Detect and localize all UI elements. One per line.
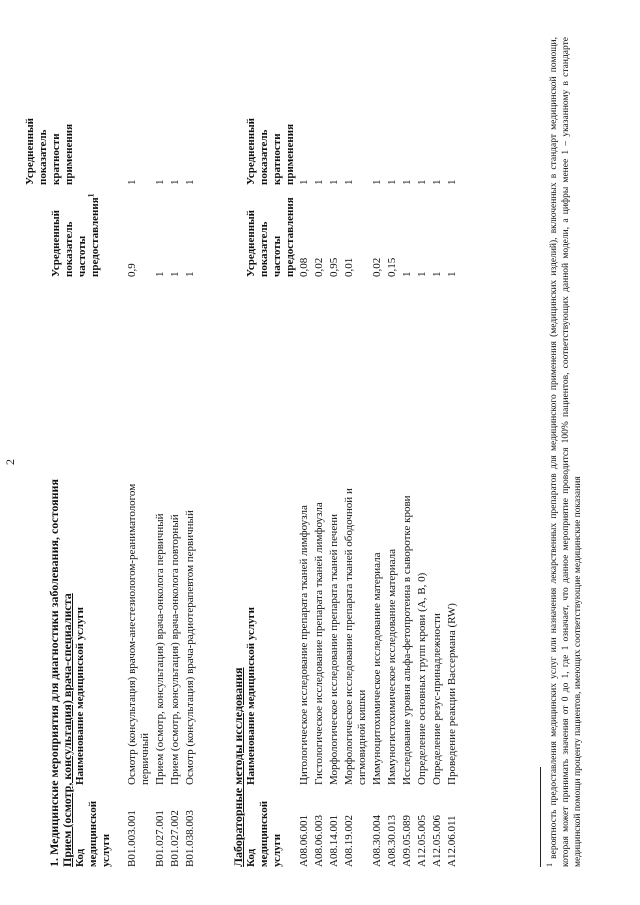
table-row <box>154 0 167 905</box>
service-code: A12.06.011 <box>446 815 458 867</box>
service-name <box>328 375 341 785</box>
service-code: A12.05.006 <box>431 815 443 867</box>
subsection-consultations: Прием (осмотр, консультация) врача-специалиста <box>60 593 74 867</box>
service-code: B01.003.001 <box>126 810 138 867</box>
header-frequency: Усредненный показатель частоты предоставления <box>245 197 296 277</box>
service-code: B01.027.001 <box>154 810 166 867</box>
service-name-line: Осмотр (консультация) врачом-анестезиологом-реаниматологом <box>126 483 138 785</box>
frequency-value: 0,9 <box>126 263 138 277</box>
multiplicity-value: 1 <box>184 179 196 185</box>
header-name: Наименование медицинской услуги <box>245 607 257 785</box>
service-name-line: Морфологическое исследование препарата тканей ободочной и <box>343 488 355 785</box>
multiplicity-value: 1 <box>343 179 355 185</box>
frequency-value: 1 <box>184 271 196 277</box>
multiplicity-value: 1 <box>169 179 181 185</box>
service-name-line: Гистологическое исследование препарата тканей лимфоузла <box>313 502 325 785</box>
service-code: A08.06.001 <box>298 815 310 867</box>
footnote-text: вероятность предоставления медицинских услуг или назначения лекарственных препаратов для медицинского применения (медицинских изделий), включенных в стандарт медицинской помощи, которая может принимать значения от 0 до 1, где 1 означает, что данное мероприятие проводится 100% пациентов, соответствующих данной модели, а цифры менее 1 – указанному в стандарте медицинской помощи проценту пациентов, имеющих соответствующие медицинские показания <box>549 37 583 867</box>
table-row <box>386 0 399 905</box>
multiplicity-value: 1 <box>126 179 138 185</box>
service-name-line: Морфологическое исследование препарата тканей печени <box>328 514 340 785</box>
table-row <box>169 0 182 905</box>
page-number: 2 <box>3 459 17 465</box>
multiplicity-value: 1 <box>313 179 325 185</box>
frequency-value: 1 <box>401 271 413 277</box>
header-name: Наименование медицинской услуги <box>74 607 86 785</box>
header-multiplicity: Усредненный показатель кратности применения <box>245 117 296 185</box>
service-code: A09.05.089 <box>401 815 413 867</box>
service-name <box>386 375 399 785</box>
service-name <box>313 375 326 785</box>
service-name <box>431 375 444 785</box>
multiplicity-value: 1 <box>416 179 428 185</box>
service-name-line: Определение резус-принадлежности <box>431 613 443 785</box>
multiplicity-value: 1 <box>431 179 443 185</box>
service-name <box>401 375 414 785</box>
service-name-line: Проведение реакции Вассермана (RW) <box>446 603 458 785</box>
service-name-line: Иммуноцитохимическое исследование материала <box>371 552 383 785</box>
service-code: A08.30.004 <box>371 815 383 867</box>
service-name <box>416 375 429 785</box>
service-name <box>169 375 182 785</box>
service-code: A08.14.001 <box>328 815 340 867</box>
table-row <box>328 0 341 905</box>
frequency-value: 0,02 <box>313 257 325 277</box>
table-row <box>184 0 197 905</box>
service-name <box>371 375 384 785</box>
table-row <box>416 0 429 905</box>
table-row <box>446 0 459 905</box>
service-code: B01.038.003 <box>184 810 196 867</box>
service-code: B01.027.002 <box>169 810 181 867</box>
frequency-value: 0,02 <box>371 257 383 277</box>
service-name-line: Исследование уровня альфа-фетопротеина в сыворотке крови <box>401 495 413 785</box>
table-row <box>313 0 326 905</box>
frequency-value: 0,15 <box>386 257 398 277</box>
service-name-line: сигмовидной кишки <box>356 689 368 785</box>
frequency-value: 0,01 <box>343 257 355 277</box>
service-name <box>446 375 459 785</box>
service-name <box>298 375 311 785</box>
service-name <box>184 375 197 785</box>
footnote <box>544 37 584 867</box>
frequency-value: 1 <box>431 271 443 277</box>
service-code: A08.19.002 <box>343 815 355 867</box>
footnote-mark: 1 <box>544 863 554 867</box>
multiplicity-value: 1 <box>371 179 383 185</box>
service-name-line: Иммуногистохимическое исследование материала <box>386 548 398 785</box>
header-code: Код медицинской услуги <box>74 800 112 867</box>
service-name <box>154 375 167 785</box>
service-name-line: первичный <box>139 732 151 785</box>
frequency-value: 1 <box>154 271 166 277</box>
multiplicity-value: 1 <box>154 179 166 185</box>
table-row <box>343 0 368 905</box>
multiplicity-value: 1 <box>328 179 340 185</box>
table-row <box>298 0 311 905</box>
service-name-line: Цитологическое исследование препарата тканей лимфоузла <box>298 505 310 785</box>
service-code: A08.30.013 <box>386 815 398 867</box>
service-name <box>126 375 152 785</box>
frequency-value: 1 <box>446 271 458 277</box>
frequency-value: 1 <box>169 271 181 277</box>
section-title: 1. Медицинские мероприятия для диагностики заболевания, состояния <box>47 479 61 867</box>
frequency-value: 1 <box>416 271 428 277</box>
multiplicity-value: 1 <box>446 179 458 185</box>
service-name <box>343 375 369 785</box>
frequency-value: 0,95 <box>328 257 340 277</box>
service-code: A08.06.003 <box>313 815 325 867</box>
table-row <box>401 0 414 905</box>
multiplicity-value: 1 <box>298 179 310 185</box>
multiplicity-value: 1 <box>401 179 413 185</box>
service-code: A12.05.005 <box>416 815 428 867</box>
frequency-value: 0,08 <box>298 257 310 277</box>
table-row <box>371 0 384 905</box>
header-code: Код медицинской услуги <box>245 800 283 867</box>
service-name-line: Прием (осмотр, консультация) врача-онколога первичный <box>154 513 166 785</box>
footnote-divider <box>540 767 541 867</box>
subsection-lab-tests: Лабораторные методы исследования <box>231 667 245 867</box>
service-name-line: Определение основных групп крови (A, B, 0) <box>416 572 428 785</box>
table-row <box>431 0 444 905</box>
header-multiplicity: Усредненный показатель кратности применения <box>24 117 75 185</box>
table-row <box>126 0 151 905</box>
header-frequency: Усредненный показатель частоты предоставления$^1$ <box>50 193 101 277</box>
service-name-line: Прием (осмотр, консультация) врача-онколога повторный <box>169 514 181 785</box>
service-name-line: Осмотр (консультация) врача-радиотерапевтом первичный <box>184 510 196 785</box>
multiplicity-value: 1 <box>386 179 398 185</box>
